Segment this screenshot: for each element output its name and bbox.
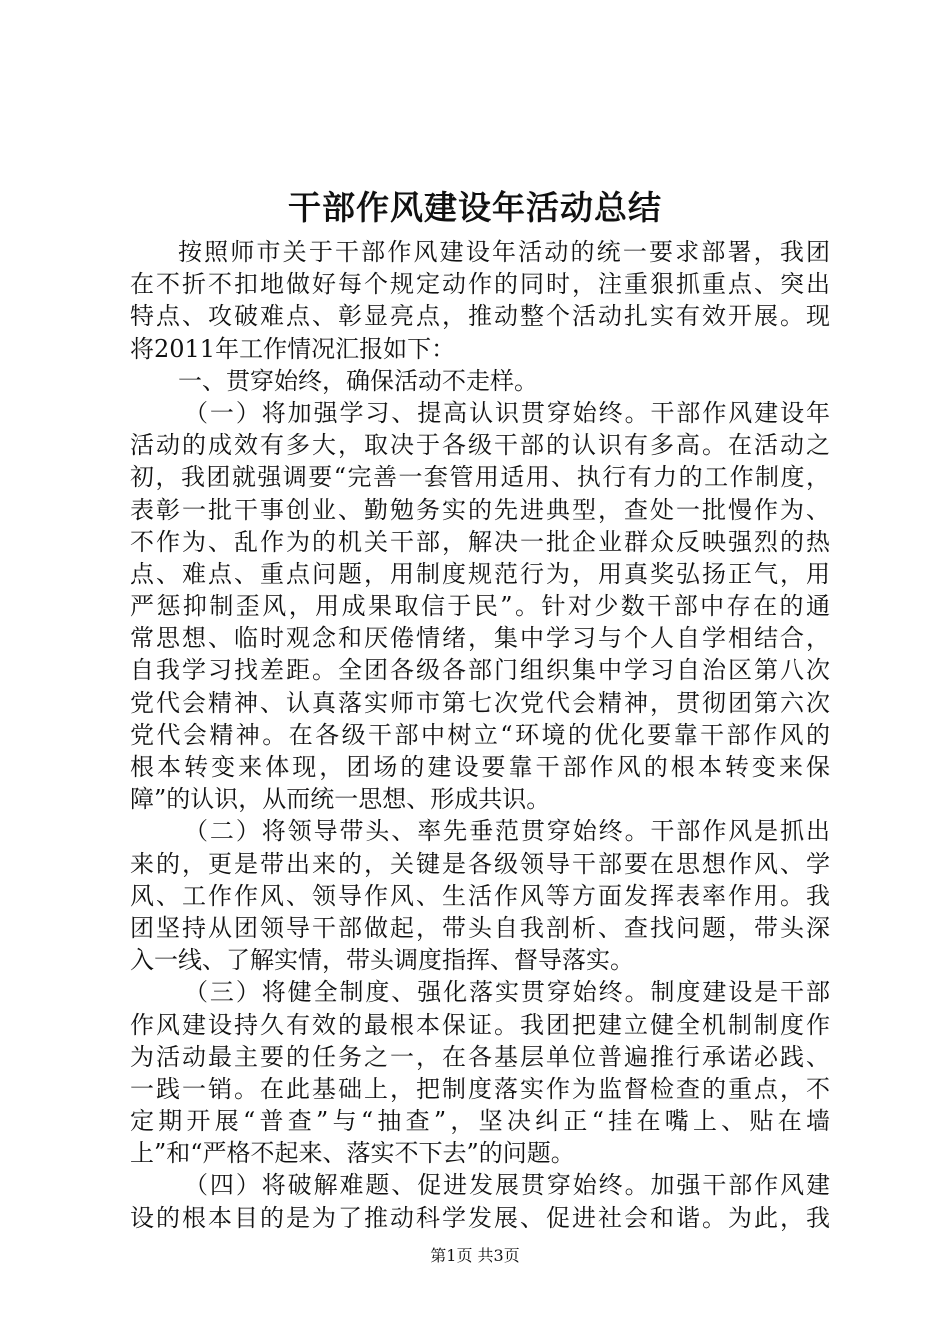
document-title: 干部作风建设年活动总结	[288, 188, 662, 227]
paragraph-line: 入一线、了解实情，带头调度指挥、督导落实。	[130, 946, 634, 975]
paragraph-line: 将2011年工作情况汇报如下：	[130, 334, 456, 363]
paragraph-line: 定期开展“普查”与“抽查”，坚决纠正“挂在嘴上、贴在墙	[130, 1107, 830, 1136]
paragraph-line: 上”和“严格不起来、落实不下去”的问题。	[130, 1139, 575, 1168]
paragraph-line: 一践一销。在此基础上，把制度落实作为监督检查的重点，不	[130, 1074, 830, 1103]
paragraph-line: 表彰一批干事创业、勤勉务实的先进典型，查处一批慢作为、	[130, 495, 830, 524]
paragraph-line: 初，我团就强调要“完善一套管用适用、执行有力的工作制度，	[130, 463, 830, 492]
page-number: 第1页 共3页	[430, 1246, 520, 1265]
paragraph-line: 特点、攻破难点、彰显亮点，推动整个活动扎实有效开展。现	[130, 302, 830, 331]
paragraph-line: 活动的成效有多大，取决于各级干部的认识有多高。在活动之	[130, 431, 830, 460]
paragraph-line: 风、工作作风、领导作风、生活作风等方面发挥表率作用。我	[130, 881, 830, 910]
document-body	[130, 236, 830, 1234]
section-heading: 一、贯穿始终，确保活动不走样。	[178, 366, 538, 395]
paragraph-line: 在不折不扣地做好每个规定动作的同时，注重狠抓重点、突出	[130, 270, 830, 299]
paragraph-line: 设的根本目的是为了推动科学发展、促进社会和谐。为此，我	[130, 1203, 830, 1232]
paragraph-line: 常思想、临时观念和厌倦情绪，集中学习与个人自学相结合，	[130, 624, 830, 653]
paragraph-line: 作风建设持久有效的最根本保证。我团把建立健全机制制度作	[130, 1010, 830, 1039]
paragraph-line: 团坚持从团领导干部做起，带头自我剖析、查找问题，带头深	[130, 913, 830, 942]
paragraph-line: 障”的认识，从而统一思想、形成共识。	[130, 785, 551, 814]
paragraph-line: 点、难点、重点问题，用制度规范行为，用真奖弘扬正气，用	[130, 559, 830, 588]
paragraph-line: 严惩抑制歪风，用成果取信于民”。针对少数干部中存在的通	[130, 592, 830, 621]
paragraph-line: （三）将健全制度、强化落实贯穿始终。制度建设是干部	[184, 978, 830, 1007]
paragraph-line: 根本转变来体现，团场的建设要靠干部作风的根本转变来保	[130, 753, 830, 781]
paragraph-line: 来的，更是带出来的，关键是各级领导干部要在思想作风、学	[130, 849, 830, 878]
paragraph-line: 党代会精神。在各级干部中树立“环境的优化要靠干部作风的	[130, 720, 830, 749]
paragraph-line: （一）将加强学习、提高认识贯穿始终。干部作风建设年	[184, 398, 830, 427]
paragraph-line: 为活动最主要的任务之一，在各基层单位普遍推行承诺必践、	[130, 1042, 830, 1071]
paragraph-line: 自我学习找差距。全团各级各部门组织集中学习自治区第八次	[130, 656, 830, 685]
paragraph-line: 不作为、乱作为的机关干部，解决一批企业群众反映强烈的热	[130, 527, 830, 556]
paragraph-line: 按照师市关于干部作风建设年活动的统一要求部署，我团	[178, 238, 830, 266]
paragraph-line: 党代会精神、认真落实师市第七次党代会精神，贯彻团第六次	[130, 688, 830, 717]
paragraph-line: （四）将破解难题、促进发展贯穿始终。加强干部作风建	[184, 1171, 830, 1200]
paragraph-line: （二）将领导带头、率先垂范贯穿始终。干部作风是抓出	[184, 817, 830, 846]
